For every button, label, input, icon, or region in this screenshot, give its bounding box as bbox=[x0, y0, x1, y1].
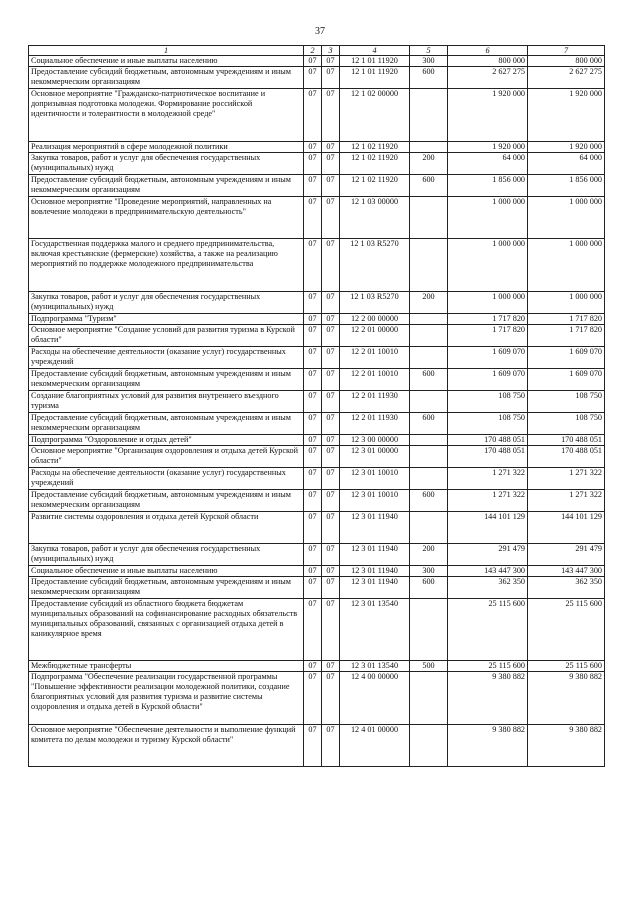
row-section: 07 bbox=[304, 369, 322, 391]
row-subsection: 07 bbox=[322, 239, 340, 292]
header-cell: 5 bbox=[410, 46, 448, 56]
row-target-code: 12 3 01 11940 bbox=[340, 544, 410, 566]
row-section: 07 bbox=[304, 142, 322, 153]
row-section: 07 bbox=[304, 544, 322, 566]
row-expense-type bbox=[410, 672, 448, 725]
row-section: 07 bbox=[304, 577, 322, 599]
row-target-code: 12 1 03 00000 bbox=[340, 197, 410, 239]
row-subsection: 07 bbox=[322, 725, 340, 767]
row-expense-type bbox=[410, 468, 448, 490]
row-amount-1: 170 488 051 bbox=[448, 435, 528, 446]
row-section: 07 bbox=[304, 413, 322, 435]
row-expense-type bbox=[410, 446, 448, 468]
row-amount-2: 108 750 bbox=[528, 413, 605, 435]
row-expense-type bbox=[410, 325, 448, 347]
row-target-code: 12 2 01 10010 bbox=[340, 347, 410, 369]
budget-table bbox=[28, 45, 605, 767]
row-subsection: 07 bbox=[322, 661, 340, 672]
row-name: Предоставление субсидий бюджетным, автономным учреждениям и иным некоммерческим организациям bbox=[29, 67, 304, 89]
row-name: Предоставление субсидий из областного бюджета бюджетам муниципальных образований на софинансирование расходных обязательств муниципальных образований, связанных с организацией отдыха детей в каникулярное время bbox=[29, 599, 304, 661]
row-section: 07 bbox=[304, 490, 322, 512]
row-target-code: 12 1 02 11920 bbox=[340, 142, 410, 153]
row-section: 07 bbox=[304, 725, 322, 767]
row-amount-2: 1 609 070 bbox=[528, 369, 605, 391]
row-expense-type: 300 bbox=[410, 566, 448, 577]
table-row bbox=[29, 544, 605, 566]
table-row bbox=[29, 347, 605, 369]
row-section: 07 bbox=[304, 197, 322, 239]
table-row bbox=[29, 566, 605, 577]
table-row bbox=[29, 435, 605, 446]
row-subsection: 07 bbox=[322, 325, 340, 347]
row-subsection: 07 bbox=[322, 577, 340, 599]
row-expense-type: 600 bbox=[410, 490, 448, 512]
page-number: 37 bbox=[315, 26, 325, 37]
row-section: 07 bbox=[304, 512, 322, 544]
row-amount-1: 1 000 000 bbox=[448, 292, 528, 314]
row-section: 07 bbox=[304, 239, 322, 292]
row-name: Государственная поддержка малого и среднего предпринимательства, включая крестьянские (фермерские) хозяйства, а также на реализацию мероприятий по поддержке молодежного предпринимательства bbox=[29, 239, 304, 292]
row-name: Предоставление субсидий бюджетным, автономным учреждениям и иным некоммерческим организациям bbox=[29, 413, 304, 435]
table-row bbox=[29, 672, 605, 725]
row-name: Предоставление субсидий бюджетным, автономным учреждениям и иным некоммерческим организациям bbox=[29, 577, 304, 599]
table-row bbox=[29, 413, 605, 435]
row-section: 07 bbox=[304, 566, 322, 577]
row-name: Предоставление субсидий бюджетным, автономным учреждениям и иным некоммерческим организациям bbox=[29, 175, 304, 197]
row-name: Создание благоприятных условий для развития внутреннего въездного туризма bbox=[29, 391, 304, 413]
row-section: 07 bbox=[304, 468, 322, 490]
row-subsection: 07 bbox=[322, 153, 340, 175]
row-amount-2: 1 920 000 bbox=[528, 142, 605, 153]
row-amount-1: 1 920 000 bbox=[448, 89, 528, 142]
table-row bbox=[29, 661, 605, 672]
row-subsection: 07 bbox=[322, 197, 340, 239]
header-cell: 6 bbox=[448, 46, 528, 56]
row-name: Подпрограмма "Обеспечение реализации государственной программы "Повышение эффективности реализации молодежной политики, создание благоприятных условий для развития туризма и развитие системы оздоровления и отдыха детей в Курской области" bbox=[29, 672, 304, 725]
row-subsection: 07 bbox=[322, 56, 340, 67]
row-target-code: 12 3 01 11940 bbox=[340, 512, 410, 544]
table-row bbox=[29, 577, 605, 599]
row-section: 07 bbox=[304, 89, 322, 142]
row-amount-2: 144 101 129 bbox=[528, 512, 605, 544]
row-target-code: 12 2 00 00000 bbox=[340, 314, 410, 325]
row-name: Основное мероприятие "Обеспечение деятельности и выполнение функций комитета по делам молодежи и туризму Курской области" bbox=[29, 725, 304, 767]
row-amount-1: 1 920 000 bbox=[448, 142, 528, 153]
table-row bbox=[29, 446, 605, 468]
row-name: Закупка товаров, работ и услуг для обеспечения государственных (муниципальных) нужд bbox=[29, 292, 304, 314]
row-target-code: 12 3 01 10010 bbox=[340, 490, 410, 512]
row-expense-type bbox=[410, 435, 448, 446]
header-cell: 4 bbox=[340, 46, 410, 56]
row-expense-type: 200 bbox=[410, 292, 448, 314]
row-section: 07 bbox=[304, 325, 322, 347]
row-amount-2: 1 920 000 bbox=[528, 89, 605, 142]
row-amount-1: 64 000 bbox=[448, 153, 528, 175]
row-section: 07 bbox=[304, 292, 322, 314]
row-amount-1: 1 000 000 bbox=[448, 239, 528, 292]
row-expense-type: 600 bbox=[410, 577, 448, 599]
row-name: Социальное обеспечение и иные выплаты населению bbox=[29, 566, 304, 577]
row-target-code: 12 4 00 00000 bbox=[340, 672, 410, 725]
row-section: 07 bbox=[304, 153, 322, 175]
row-amount-2: 800 000 bbox=[528, 56, 605, 67]
row-amount-1: 1 609 070 bbox=[448, 347, 528, 369]
row-name: Социальное обеспечение и иные выплаты населению bbox=[29, 56, 304, 67]
row-amount-1: 170 488 051 bbox=[448, 446, 528, 468]
table-row bbox=[29, 153, 605, 175]
table-row bbox=[29, 512, 605, 544]
row-expense-type bbox=[410, 197, 448, 239]
row-expense-type bbox=[410, 391, 448, 413]
row-target-code: 12 1 01 11920 bbox=[340, 56, 410, 67]
table-row bbox=[29, 725, 605, 767]
row-subsection: 07 bbox=[322, 512, 340, 544]
row-subsection: 07 bbox=[322, 369, 340, 391]
row-amount-1: 25 115 600 bbox=[448, 599, 528, 661]
table-row bbox=[29, 175, 605, 197]
row-target-code: 12 3 01 11940 bbox=[340, 566, 410, 577]
row-target-code: 12 3 01 13540 bbox=[340, 661, 410, 672]
row-amount-1: 2 627 275 bbox=[448, 67, 528, 89]
header-cell: 1 bbox=[29, 46, 304, 56]
row-target-code: 12 2 01 00000 bbox=[340, 325, 410, 347]
row-amount-2: 170 488 051 bbox=[528, 435, 605, 446]
row-name: Межбюджетные трансферты bbox=[29, 661, 304, 672]
row-section: 07 bbox=[304, 446, 322, 468]
row-section: 07 bbox=[304, 314, 322, 325]
table-row bbox=[29, 239, 605, 292]
row-subsection: 07 bbox=[322, 142, 340, 153]
row-subsection: 07 bbox=[322, 67, 340, 89]
row-subsection: 07 bbox=[322, 413, 340, 435]
row-section: 07 bbox=[304, 347, 322, 369]
row-amount-1: 144 101 129 bbox=[448, 512, 528, 544]
row-subsection: 07 bbox=[322, 566, 340, 577]
table-row bbox=[29, 369, 605, 391]
row-subsection: 07 bbox=[322, 468, 340, 490]
row-name: Закупка товаров, работ и услуг для обеспечения государственных (муниципальных) нужд bbox=[29, 153, 304, 175]
row-expense-type bbox=[410, 314, 448, 325]
row-subsection: 07 bbox=[322, 347, 340, 369]
row-target-code: 12 3 01 11940 bbox=[340, 577, 410, 599]
row-amount-1: 291 479 bbox=[448, 544, 528, 566]
row-name: Основное мероприятие "Гражданско-патриотическое воспитание и допризывная подготовка молодежи. Формирование российской идентичности и толерантности в молодежной среде" bbox=[29, 89, 304, 142]
row-amount-1: 800 000 bbox=[448, 56, 528, 67]
row-expense-type bbox=[410, 512, 448, 544]
row-subsection: 07 bbox=[322, 89, 340, 142]
row-expense-type: 300 bbox=[410, 56, 448, 67]
row-amount-1: 1 271 322 bbox=[448, 490, 528, 512]
row-amount-1: 1 609 070 bbox=[448, 369, 528, 391]
row-expense-type: 200 bbox=[410, 544, 448, 566]
row-subsection: 07 bbox=[322, 435, 340, 446]
row-amount-2: 1 271 322 bbox=[528, 468, 605, 490]
row-subsection: 07 bbox=[322, 490, 340, 512]
row-expense-type: 600 bbox=[410, 67, 448, 89]
row-amount-2: 108 750 bbox=[528, 391, 605, 413]
table-row bbox=[29, 197, 605, 239]
row-subsection: 07 bbox=[322, 391, 340, 413]
table-row bbox=[29, 314, 605, 325]
row-expense-type bbox=[410, 725, 448, 767]
row-amount-2: 25 115 600 bbox=[528, 661, 605, 672]
row-expense-type bbox=[410, 599, 448, 661]
header-row bbox=[29, 46, 605, 56]
table-row bbox=[29, 391, 605, 413]
row-subsection: 07 bbox=[322, 446, 340, 468]
row-expense-type bbox=[410, 142, 448, 153]
row-amount-1: 108 750 bbox=[448, 413, 528, 435]
row-amount-1: 9 380 882 bbox=[448, 672, 528, 725]
row-section: 07 bbox=[304, 175, 322, 197]
row-target-code: 12 3 00 00000 bbox=[340, 435, 410, 446]
table-row bbox=[29, 142, 605, 153]
row-name: Подпрограмма "Оздоровление и отдых детей" bbox=[29, 435, 304, 446]
row-amount-2: 1 717 820 bbox=[528, 314, 605, 325]
row-expense-type: 600 bbox=[410, 413, 448, 435]
header-cell: 7 bbox=[528, 46, 605, 56]
row-amount-1: 108 750 bbox=[448, 391, 528, 413]
row-amount-1: 9 380 882 bbox=[448, 725, 528, 767]
row-amount-2: 170 488 051 bbox=[528, 446, 605, 468]
row-subsection: 07 bbox=[322, 672, 340, 725]
row-name: Предоставление субсидий бюджетным, автономным учреждениям и иным некоммерческим организациям bbox=[29, 490, 304, 512]
row-target-code: 12 2 01 11930 bbox=[340, 391, 410, 413]
row-expense-type: 500 bbox=[410, 661, 448, 672]
row-amount-2: 362 350 bbox=[528, 577, 605, 599]
table-row bbox=[29, 292, 605, 314]
row-amount-1: 1 271 322 bbox=[448, 468, 528, 490]
row-amount-2: 2 627 275 bbox=[528, 67, 605, 89]
row-amount-2: 143 447 300 bbox=[528, 566, 605, 577]
row-amount-2: 291 479 bbox=[528, 544, 605, 566]
row-target-code: 12 2 01 11930 bbox=[340, 413, 410, 435]
row-name: Основное мероприятие "Создание условий для развития туризма в Курской области" bbox=[29, 325, 304, 347]
table-row bbox=[29, 56, 605, 67]
row-amount-2: 1 856 000 bbox=[528, 175, 605, 197]
row-name: Основное мероприятие "Проведение мероприятий, направленных на вовлечение молодежи в предпринимательскую деятельность" bbox=[29, 197, 304, 239]
table-row bbox=[29, 490, 605, 512]
row-section: 07 bbox=[304, 67, 322, 89]
row-amount-2: 9 380 882 bbox=[528, 725, 605, 767]
table-row bbox=[29, 325, 605, 347]
row-section: 07 bbox=[304, 661, 322, 672]
row-amount-1: 1 000 000 bbox=[448, 197, 528, 239]
row-name: Расходы на обеспечение деятельности (оказание услуг) государственных учреждений bbox=[29, 347, 304, 369]
row-target-code: 12 1 01 11920 bbox=[340, 67, 410, 89]
row-amount-1: 1 717 820 bbox=[448, 314, 528, 325]
row-target-code: 12 1 03 R5270 bbox=[340, 292, 410, 314]
header-cell: 3 bbox=[322, 46, 340, 56]
row-expense-type: 200 bbox=[410, 153, 448, 175]
row-section: 07 bbox=[304, 56, 322, 67]
row-target-code: 12 1 02 00000 bbox=[340, 89, 410, 142]
row-amount-2: 1 609 070 bbox=[528, 347, 605, 369]
table-row bbox=[29, 468, 605, 490]
row-section: 07 bbox=[304, 391, 322, 413]
row-expense-type bbox=[410, 89, 448, 142]
row-amount-2: 1 000 000 bbox=[528, 292, 605, 314]
row-target-code: 12 1 03 R5270 bbox=[340, 239, 410, 292]
row-amount-1: 25 115 600 bbox=[448, 661, 528, 672]
row-subsection: 07 bbox=[322, 175, 340, 197]
row-amount-1: 143 447 300 bbox=[448, 566, 528, 577]
row-amount-2: 64 000 bbox=[528, 153, 605, 175]
row-amount-2: 9 380 882 bbox=[528, 672, 605, 725]
row-name: Предоставление субсидий бюджетным, автономным учреждениям и иным некоммерческим организациям bbox=[29, 369, 304, 391]
table-row bbox=[29, 67, 605, 89]
row-name: Подпрограмма "Туризм" bbox=[29, 314, 304, 325]
row-name: Закупка товаров, работ и услуг для обеспечения государственных (муниципальных) нужд bbox=[29, 544, 304, 566]
row-section: 07 bbox=[304, 435, 322, 446]
row-amount-2: 25 115 600 bbox=[528, 599, 605, 661]
row-target-code: 12 3 01 10010 bbox=[340, 468, 410, 490]
row-target-code: 12 1 02 11920 bbox=[340, 153, 410, 175]
row-amount-2: 1 717 820 bbox=[528, 325, 605, 347]
row-name: Развитие системы оздоровления и отдыха детей Курской области bbox=[29, 512, 304, 544]
row-subsection: 07 bbox=[322, 599, 340, 661]
row-expense-type bbox=[410, 347, 448, 369]
header-cell: 2 bbox=[304, 46, 322, 56]
row-section: 07 bbox=[304, 599, 322, 661]
row-expense-type: 600 bbox=[410, 175, 448, 197]
row-target-code: 12 3 01 13540 bbox=[340, 599, 410, 661]
row-amount-2: 1 000 000 bbox=[528, 197, 605, 239]
row-expense-type: 600 bbox=[410, 369, 448, 391]
row-amount-2: 1 000 000 bbox=[528, 239, 605, 292]
row-target-code: 12 2 01 10010 bbox=[340, 369, 410, 391]
row-target-code: 12 1 02 11920 bbox=[340, 175, 410, 197]
row-name: Реализация мероприятий в сфере молодежной политики bbox=[29, 142, 304, 153]
row-target-code: 12 3 01 00000 bbox=[340, 446, 410, 468]
row-name: Расходы на обеспечение деятельности (оказание услуг) государственных учреждений bbox=[29, 468, 304, 490]
table-row bbox=[29, 89, 605, 142]
table-row bbox=[29, 599, 605, 661]
row-section: 07 bbox=[304, 672, 322, 725]
row-target-code: 12 4 01 00000 bbox=[340, 725, 410, 767]
row-name: Основное мероприятие "Организация оздоровления и отдыха детей Курской области" bbox=[29, 446, 304, 468]
row-amount-2: 1 271 322 bbox=[528, 490, 605, 512]
row-subsection: 07 bbox=[322, 314, 340, 325]
row-amount-1: 1 717 820 bbox=[448, 325, 528, 347]
row-amount-1: 1 856 000 bbox=[448, 175, 528, 197]
row-amount-1: 362 350 bbox=[448, 577, 528, 599]
row-expense-type bbox=[410, 239, 448, 292]
row-subsection: 07 bbox=[322, 544, 340, 566]
row-subsection: 07 bbox=[322, 292, 340, 314]
